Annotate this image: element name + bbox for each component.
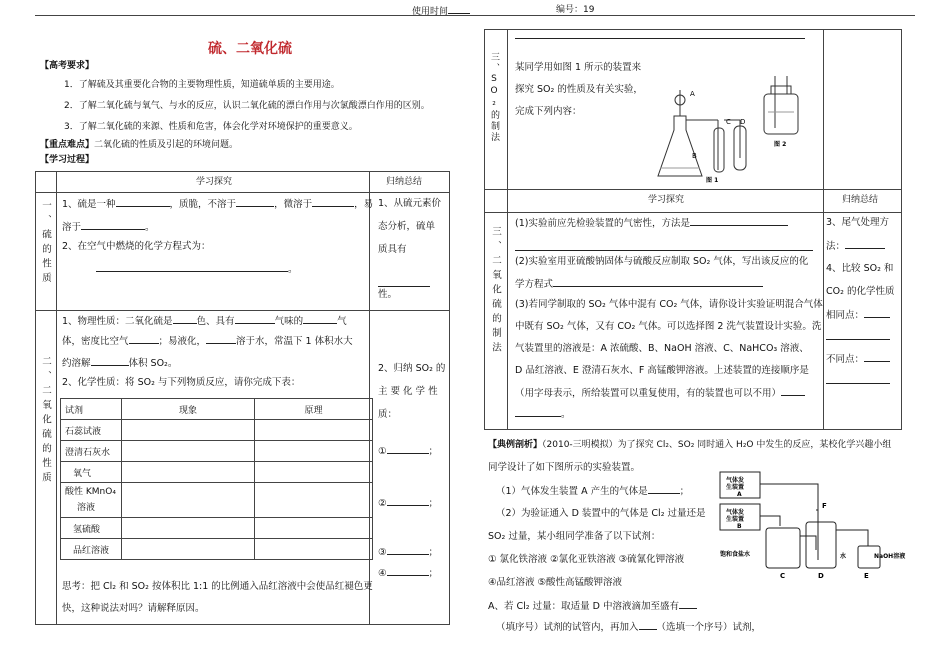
section-preparation-label: 三、二氧化硫的制法	[490, 226, 501, 357]
reagent-cell: 酸性 KMnO₄ 溶液	[61, 483, 122, 518]
question-design-line: 气装置里的溶液是：A 浓硫酸、B、NaOH 溶液、C、NaHCO₃ 溶液、	[515, 343, 809, 354]
observation-cell[interactable]	[122, 420, 255, 441]
observation-cell[interactable]	[122, 462, 255, 483]
apparatus-letter: D	[818, 572, 824, 580]
figure2-caption: 图 2	[774, 141, 787, 148]
apparatus-label: 水	[840, 553, 847, 560]
requirement-item: 1．了解硫及其重要化合物的主要物理性质，知道硫单质的主要用途。	[64, 80, 340, 90]
summary-so2-item[interactable]: ② ；	[378, 498, 439, 509]
question-design-line: （用字母表示，所给装置可以重复使用，有的装置也可以不用）	[515, 386, 805, 401]
summary-right-item[interactable]	[826, 374, 890, 389]
experiment-intro-1: 某同学用如图 1 所示的装置来	[515, 62, 642, 73]
carryover-blank-line[interactable]	[515, 38, 805, 39]
think-question-line1: 思考：把 Cl₂ 和 SO₂ 按体积比 1:1 的比例通入品红溶液中会使品红褪色更	[62, 581, 373, 592]
apparatus-letter: F	[822, 502, 827, 510]
apparatus-figure	[640, 68, 820, 186]
answer-line-airtightness[interactable]	[515, 250, 813, 251]
summary-sulfur-2: 态分析，硫单	[378, 221, 436, 232]
case-question-1[interactable]: （1）气体发生装置 A 产生的气体是 ；	[496, 486, 690, 497]
key-points: 【重点难点】二氧化硫的性质及引起的环境问题。	[40, 140, 239, 150]
reagent-cell: 石蕊试液	[61, 420, 122, 441]
summary-right-item: 4、比较 SO₂ 和	[826, 263, 894, 274]
case-question-2a: （2）为验证通入 D 装置中的气体是 Cl₂ 过量还是	[496, 508, 706, 519]
reagent-cell: 品红溶液	[61, 539, 122, 560]
case-question-2b: SO₂ 过量，某小组同学准备了以下试剂：	[488, 531, 661, 542]
summary-right-item: CO₂ 的化学性质	[826, 286, 895, 297]
principle-cell[interactable]	[255, 420, 373, 441]
question-design-answer[interactable]: 。	[515, 407, 571, 422]
tube-b	[760, 516, 780, 526]
apparatus-label: 气体发	[726, 509, 745, 516]
summary-sulfur-1: 1、从硫元素价	[378, 198, 442, 209]
figure-label: B	[692, 152, 697, 160]
experiment-intro-2: 探究 SO₂ 的性质及有关实验，	[515, 84, 643, 95]
principle-cell[interactable]	[255, 462, 373, 483]
summary-right-item[interactable]: 不同点：	[826, 352, 890, 367]
principle-cell[interactable]	[255, 539, 373, 560]
reagent-list-1: ① 氯化铁溶液 ②氯化亚铁溶液 ③硫氰化钾溶液	[488, 554, 685, 565]
question-design-line: D 品红溶液、E 澄清石灰水、F 高锰酸钾溶液。上述装置的连接顺序是	[515, 365, 809, 376]
case-intro-line2: 同学设计了如下图所示的实验装置。	[488, 462, 641, 473]
figure1-flask	[658, 90, 746, 176]
apparatus-label: 生装置	[726, 484, 745, 491]
experiment-intro-3: 完成下列内容：	[515, 106, 582, 117]
summary-so2-1: 2、归纳 SO₂ 的	[378, 363, 446, 374]
question-airtightness: (1)实验前应先检验装置的气密性，方法是	[515, 216, 788, 231]
process-heading: 【学习过程】	[40, 155, 95, 165]
reaction-table	[60, 398, 373, 560]
figure1-caption: 图 1	[706, 177, 719, 184]
summary-sulfur-3: 质具有	[378, 244, 407, 255]
summary-so2-item[interactable]: ① ；	[378, 446, 439, 457]
requirements-heading: 【高考要求】	[40, 61, 95, 71]
header-rule	[35, 15, 915, 16]
principle-cell[interactable]	[255, 518, 373, 539]
reaction-table-header: 试剂	[61, 399, 122, 420]
case-apparatus-figure	[718, 470, 918, 582]
summary-right-item: 3、尾气处理方	[826, 217, 890, 228]
apparatus-letter: E	[864, 572, 869, 580]
summary-so2-3: 质：	[378, 409, 398, 420]
tube-f	[836, 530, 868, 546]
sulfur-physical-line1: 1、硫是一种 ，质脆，不溶于 ，微溶于 ，易	[62, 199, 374, 210]
case-intro-line1: 【典例剖析】（2010-三明模拟）为了探究 Cl₂、SO₂ 同时通入 H₂O 中发生的反应，某校化学兴趣小组	[488, 440, 892, 450]
principle-cell[interactable]	[255, 483, 373, 518]
observation-cell[interactable]	[122, 518, 255, 539]
tube-a	[760, 484, 818, 510]
summary-so2-item[interactable]: ④ ；	[378, 568, 439, 579]
reagent-cell: 氢硫酸	[61, 518, 122, 539]
section-so2-label: 二、二氧化硫的性质	[40, 356, 51, 487]
apparatus-label: 饱和食盐水	[720, 551, 751, 558]
summary-so2-item[interactable]: ③ ；	[378, 547, 439, 558]
reaction-table-header: 现象	[122, 399, 255, 420]
question-design-line: (3)若同学制取的 SO₂ 气体中混有 CO₂ 气体，请你设计实验证明混合气体	[515, 299, 823, 310]
use-time-label: 使用时间	[412, 4, 470, 19]
section-sulfur-label: 一、硫的性质	[40, 200, 51, 287]
summary-right-item[interactable]	[826, 330, 890, 345]
section-preparation-label-top: 三、SO₂的制法	[489, 52, 499, 143]
figure-label: C	[726, 118, 731, 126]
question-equation-2: 学方程式	[515, 277, 763, 292]
question-design-line: 中既有 SO₂ 气体，又有 CO₂ 气体。可以选择图 2 洗气装置设计实验。洗	[515, 321, 822, 332]
column-header-summary-right: 归纳总结	[842, 195, 879, 205]
principle-cell[interactable]	[255, 441, 373, 462]
apparatus-letter: C	[780, 572, 786, 580]
observation-cell[interactable]	[122, 483, 255, 518]
think-question-line2: 快，这种说法对吗？请解释原因。	[62, 603, 205, 614]
observation-cell[interactable]	[122, 441, 255, 462]
so2-physical-line2: 体，密度比空气 ；易液化， 溶于水，常温下 1 体积水大	[62, 336, 353, 347]
sulfur-combustion-blank[interactable]: 。	[96, 262, 298, 277]
column-header-study-right: 学习探究	[648, 195, 685, 205]
reagent-list-2: ④品红溶液 ⑤酸性高锰酸钾溶液	[488, 577, 623, 588]
sulfur-physical-line2: 溶于 。	[62, 222, 155, 233]
reagent-cell: 氧气	[61, 462, 122, 483]
case-answer-a-1[interactable]: A、若 Cl₂ 过量：取适量 D 中溶液滴加至盛有	[488, 599, 697, 614]
figure-label: D	[740, 118, 746, 126]
serial-number: 编号：19	[556, 5, 595, 15]
page-title: 硫、二氧化硫	[208, 41, 292, 57]
case-answer-a-2[interactable]: （填序号）试剂的试管内，再加入 （选填一个序号）试剂，	[496, 622, 762, 633]
so2-chemical-intro: 2、化学性质：将 SO₂ 与下列物质反应，请你完成下表：	[62, 377, 301, 388]
requirement-item: 3．了解二氧化硫的来源、性质和危害，体会化学对环境保护的重要意义。	[64, 122, 358, 132]
column-header-study: 学习探究	[196, 177, 233, 187]
so2-physical-line1: 1、物理性质：二氧化硫是 色、具有 气味的 气	[62, 316, 347, 327]
apparatus-label: A	[737, 491, 742, 498]
summary-sulfur-4: 性。	[378, 289, 398, 300]
requirement-item: 2．了解二氧化硫与氧气、与水的反应，认识二氧化硫的漂白作用与次氯酸漂白作用的区别。	[64, 101, 430, 111]
bottle-c	[766, 528, 800, 568]
apparatus-label: NaOH溶液	[874, 553, 906, 560]
column-header-summary: 归纳总结	[386, 177, 423, 187]
apparatus-label: 气体发	[726, 477, 745, 484]
summary-right-item[interactable]: 相同点：	[826, 308, 890, 323]
so2-physical-line3: 约溶解 体积 SO₂。	[62, 358, 178, 369]
apparatus-label: B	[737, 523, 742, 530]
figure2-wash-bottle	[764, 76, 798, 134]
observation-cell[interactable]	[122, 539, 255, 560]
apparatus-label: 生装置	[726, 516, 745, 523]
reagent-cell: 澄清石灰水	[61, 441, 122, 462]
summary-right-item[interactable]: 法：	[826, 239, 885, 254]
figure-label: A	[690, 90, 695, 98]
sulfur-combustion-question: 2、在空气中燃烧的化学方程式为：	[62, 241, 211, 252]
reaction-table-header: 原理	[255, 399, 373, 420]
bottle-d	[806, 522, 836, 568]
question-equation-1: (2)实验室用亚硫酸钠固体与硫酸反应制取 SO₂ 气体，写出该反应的化	[515, 256, 809, 267]
summary-so2-2: 主 要 化 学 性	[378, 386, 438, 397]
